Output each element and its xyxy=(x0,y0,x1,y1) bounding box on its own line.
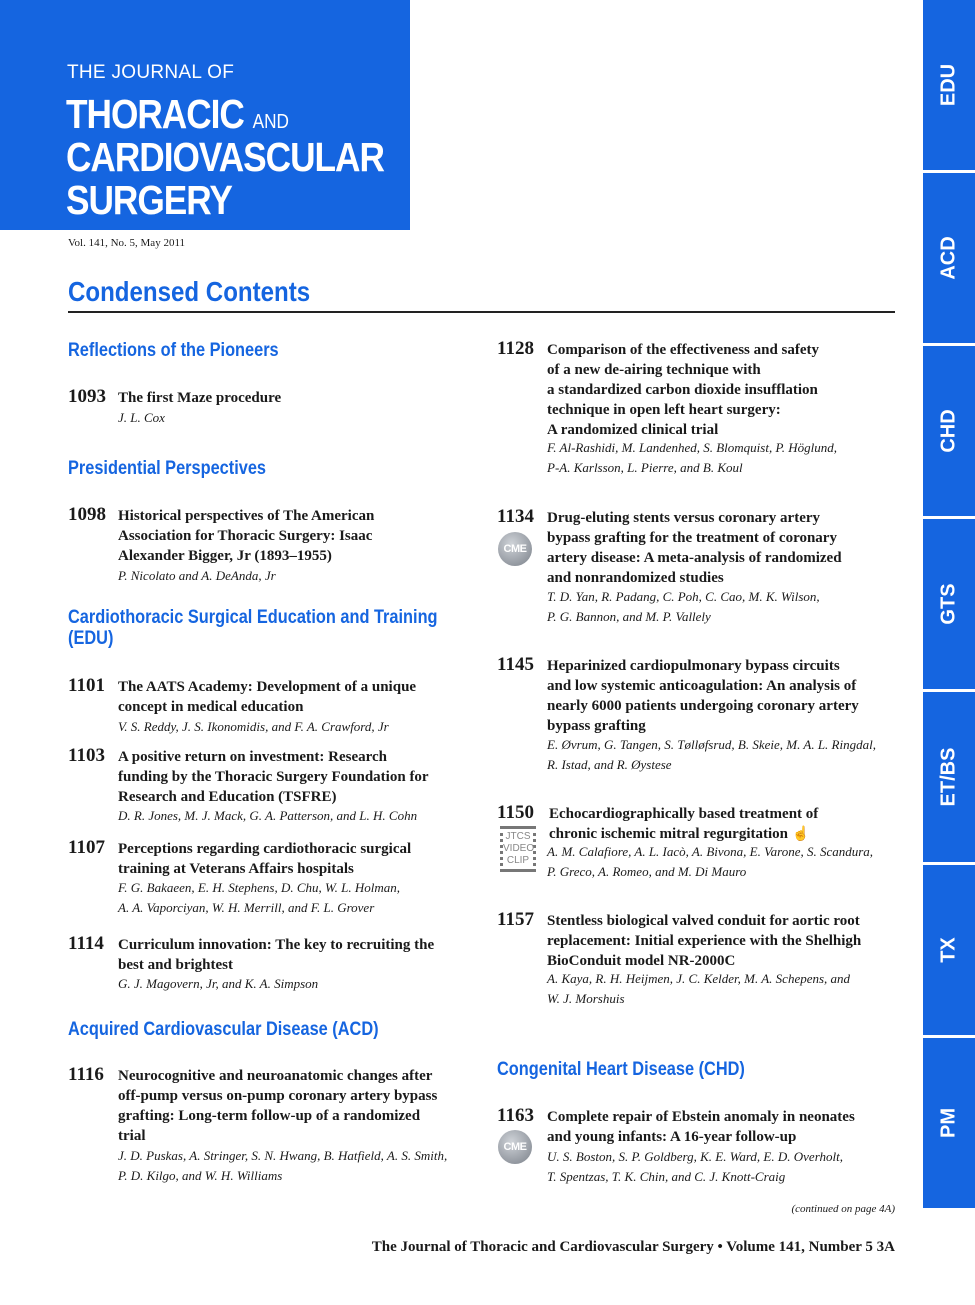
article-authors: F. Al-Rashidi, M. Landenhed, S. Blomquist, P. Höglund, P-A. Karlsson, L. Pierre, and B. Koul xyxy=(547,440,837,475)
article-title[interactable]: The first Maze procedure xyxy=(118,390,282,406)
page-number: 1103 xyxy=(68,745,105,766)
masthead-line-3: SURGERY xyxy=(66,177,232,223)
section-heading-chd[interactable]: Congenital Heart Disease (CHD) xyxy=(497,1059,745,1080)
article-title[interactable]: Neurocognitive and neuroanatomic changes after off-pump versus on-pump coronary artery bypass grafting: Long-term follow-up of a randomized trial xyxy=(118,1068,438,1144)
page-number: 1093 xyxy=(68,386,106,407)
title-divider xyxy=(68,311,895,313)
masthead-line-1: THORACIC AND xyxy=(66,91,289,137)
tab-edu[interactable]: EDU xyxy=(923,0,975,170)
section-heading-pioneers[interactable]: Reflections of the Pioneers xyxy=(68,340,279,361)
page-footer: The Journal of Thoracic and Cardiovascular Surgery • Volume 141, Number 5 3A xyxy=(371,1239,895,1255)
article-authors: J. D. Puskas, A. Stringer, S. N. Hwang, B. Hatfield, A. S. Smith, P. D. Kilgo, and W. H. Williams xyxy=(118,1148,448,1183)
article-authors: P. Nicolato and A. DeAnda, Jr xyxy=(118,568,276,583)
article-authors: J. L. Cox xyxy=(118,410,165,425)
article-authors: A. M. Calafiore, A. L. Iacò, A. Bivona, E. Varone, S. Scandura, P. Greco, A. Romeo, and M. Di Mauro xyxy=(547,844,874,879)
page-title: Condensed Contents xyxy=(68,276,311,307)
continued-note: (continued on page 4A) xyxy=(791,1203,895,1215)
masthead-line-2: CARDIOVASCULAR xyxy=(66,134,384,180)
article-authors: D. R. Jones, M. J. Mack, G. A. Patterson, and L. H. Cohn xyxy=(118,808,418,823)
section-tab-bar xyxy=(923,0,975,1208)
article-authors: E. Øvrum, G. Tangen, S. Tølløfsrud, B. Skeie, M. A. L. Ringdal, R. Istad, and R. Øystese xyxy=(547,737,876,772)
cme-badge-icon[interactable]: CME xyxy=(498,1130,532,1164)
masthead-and: AND xyxy=(252,111,289,133)
section-heading-presidential[interactable]: Presidential Perspectives xyxy=(68,458,267,479)
page-number: 1134 xyxy=(497,506,534,527)
article-authors: A. Kaya, R. H. Heijmen, J. C. Kelder, M. A. Schepens, and W. J. Morshuis xyxy=(547,971,851,1006)
page-number: 1128 xyxy=(497,338,534,359)
section-heading-acd[interactable]: Acquired Cardiovascular Disease (ACD) xyxy=(68,1019,379,1040)
page-number: 1145 xyxy=(497,654,534,675)
article-title[interactable]: Heparinized cardiopulmonary bypass circuits and low systemic anticoagulation: An analysis of nearly 6000 patients undergoing coronary artery bypass grafting xyxy=(547,658,859,734)
tab-chd[interactable]: CHD xyxy=(923,346,975,516)
tab-pm[interactable]: PM xyxy=(923,1038,975,1208)
article-title[interactable]: Complete repair of Ebstein anomaly in neonates and young infants: A 16-year follow-up xyxy=(547,1109,855,1145)
volume-info: Vol. 141, No. 5, May 2011 xyxy=(68,237,186,249)
article-title[interactable]: The AATS Academy: Development of a unique concept in medical education xyxy=(118,679,417,715)
article-title[interactable]: Echocardiographically based treatment of chronic ischemic mitral regurgitation ☝ xyxy=(549,806,819,842)
article-authors: U. S. Boston, S. P. Goldberg, K. E. Ward, E. D. Overholt, T. Spentzas, T. K. Chin, and C. J. Knott-Craig xyxy=(547,1149,843,1184)
article-title[interactable]: Perceptions regarding cardiothoracic surgical training at Veterans Affairs hospitals xyxy=(118,841,412,877)
page-number: 1116 xyxy=(68,1064,104,1085)
journal-masthead xyxy=(0,0,410,230)
page-number: 1114 xyxy=(68,933,104,954)
article-authors: T. D. Yan, R. Padang, C. Poh, C. Cao, M. K. Wilson, P. G. Bannon, and M. P. Vallely xyxy=(547,589,820,624)
article-title[interactable]: Historical perspectives of The American Association for Thoracic Surgery: Isaac Alexander Bigger, Jr (1893–1955) xyxy=(118,508,375,564)
page-number: 1157 xyxy=(497,909,534,930)
section-heading-edu[interactable]: Cardiothoracic Surgical Education and Training (EDU) xyxy=(68,607,438,649)
page-number: 1163 xyxy=(497,1105,534,1126)
article-authors: F. G. Bakaeen, E. H. Stephens, D. Chu, W. L. Holman, A. A. Vaporciyan, W. H. Merrill, and F. L. Grover xyxy=(118,880,401,915)
article-title[interactable]: Stentless biological valved conduit for aortic root replacement: Initial experience with the Shelhigh BioConduit model NR-2000C xyxy=(547,913,862,969)
tab-etbs[interactable]: ET/BS xyxy=(923,692,975,862)
article-title[interactable]: Drug-eluting stents versus coronary artery bypass grafting for the treatment of coronary artery disease: A meta-analysis of randomized and nonrandomized studies xyxy=(547,510,842,586)
article-title[interactable]: Curriculum innovation: The key to recruiting the best and brightest xyxy=(118,937,435,973)
article-title[interactable]: A positive return on investment: Research funding by the Thoracic Surgery Foundation for Research and Education (TSFRE) xyxy=(118,749,429,805)
article-authors: G. J. Magovern, Jr, and K. A. Simpson xyxy=(118,976,319,991)
page-number: 1150 xyxy=(497,802,534,823)
tab-tx[interactable]: TX xyxy=(923,865,975,1035)
cme-badge-icon[interactable]: CME xyxy=(498,532,532,566)
hand-pointer-icon[interactable]: ☝ xyxy=(791,827,810,842)
masthead-prefix: THE JOURNAL OF xyxy=(67,62,235,83)
tab-gts[interactable]: GTS xyxy=(923,519,975,689)
page-number: 1101 xyxy=(68,675,105,696)
page-number: 1107 xyxy=(68,837,105,858)
page-number: 1098 xyxy=(68,504,106,525)
article-authors: V. S. Reddy, J. S. Ikonomidis, and F. A. Crawford, Jr xyxy=(118,719,389,734)
tab-acd[interactable]: ACD xyxy=(923,173,975,343)
article-title[interactable]: Comparison of the effectiveness and safety of a new de-airing technique with a standardized carbon dioxide insufflation technique in open left heart surgery: A randomized clinical trial xyxy=(547,342,820,438)
video-clip-icon[interactable]: JTCS VIDEO CLIP xyxy=(500,826,536,872)
